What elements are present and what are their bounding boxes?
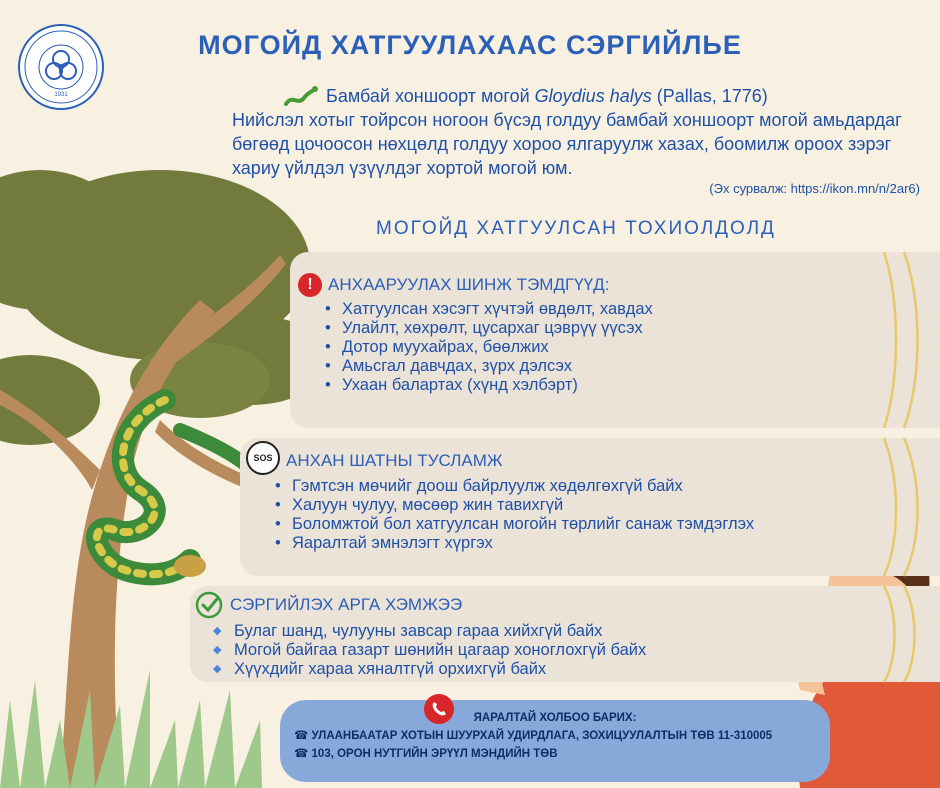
prevention-title: СЭРГИЙЛЭХ АРГА ХЭМЖЭЭ [230,595,463,614]
list-item: • Дотор муухайрах, бөөлжих [320,338,653,357]
symptoms-list [320,300,653,395]
contact-title: ЯАРАЛТАЙ ХОЛБОО БАРИХ: [473,712,637,724]
list-item: • Ухаан балартах (хүнд хэлбэрт) [320,376,653,395]
contact-line-2-text: 103, ОРОН НУТГИЙН ЭРҮҮЛ МЭНДИЙН ТӨВ [311,748,558,760]
list-item: • Гэмтсэн мөчийг доош байрлуулж хөдөлгөхгүй байх [270,477,830,496]
species-latin: Gloydius halys [534,86,652,106]
check-icon [194,590,224,620]
list-item: • Боломжтой бол хатгуулсан могойн төрлийг санаж тэмдэглэх [270,515,830,534]
list-item: • Амьсгал давчдах, зүрх дэлсэх [320,357,653,376]
page-title: МОГОЙД ХАТГУУЛАХААС СЭРГИЙЛЬЕ [198,30,742,60]
list-item: • Халуун чулуу, мөсөөр жин тавихгүй [270,496,830,515]
phone-icon [424,694,454,724]
contact-line-1: ☎ УЛААНБААТАР ХОТЫН ШУУРХАЙ УДИРДЛАГА, ЗОХИЦУУЛАЛТЫН ТӨВ 11-310005 [294,730,773,742]
prevention-list [212,622,646,679]
list-item: • Хатгуулсан хэсэгт хүчтэй өвдөлт, хавдах [320,300,653,319]
warning-icon: ! [298,273,322,297]
species-prefix: Бамбай хоншоорт могой [326,86,535,106]
symptoms-block [298,273,653,395]
list-item: ◆ Булаг шанд, чулууны завсар гараа хийхгүй байх [212,622,646,641]
source-note: (Эх сурвалж: https://ikon.mn/n/2ar6) [709,181,920,196]
species-author: (Pallas, 1776) [651,86,768,106]
first-aid-block [246,447,830,553]
contact-box [280,700,830,782]
logo-year: 1931 [54,92,68,98]
sos-icon: SOS [246,441,280,475]
first-aid-list [270,477,830,553]
contact-line-1-text: УЛААНБААТАР ХОТЫН ШУУРХАЙ УДИРДЛАГА, ЗОХИЦУУЛАЛТЫН ТӨВ 11-310005 [311,730,773,742]
list-item: ◆ Могой байгаа газарт шөнийн цагаар хоноглохгүй байх [212,641,646,660]
list-item: • Улайлт, хөхрөлт, цусархаг цэврүү үүсэх [320,319,653,338]
list-item: • Яаралтай эмнэлэгт хүргэх [270,534,830,553]
first-aid-title: АНХАН ШАТНЫ ТУСЛАМЖ [286,451,503,470]
intro-description: Нийслэл хотыг тойрсон ногоон бүсэд голдуу бамбай хоншоорт могой амьдардаг бөгөөд цочоосон нөхцөлд голдуу хороо ялгаруулж хазах, боомилж ороох зэрэг хариу үйлдэл үзүүлдэг хортой могой юм. [232,110,902,178]
prevention-block [194,590,646,679]
section-title: МОГОЙД ХАТГУУЛСАН ТОХИОЛДОЛД [376,218,776,239]
list-item: ◆ Хүүхдийг хараа хяналтгүй орхихгүй байх [212,660,646,679]
contact-line-2: ☎ 103, ОРОН НУТГИЙН ЭРҮҮЛ МЭНДИЙН ТӨВ [294,748,558,760]
symptoms-title: АНХААРУУЛАХ ШИНЖ ТЭМДГҮҮД: [328,275,610,294]
